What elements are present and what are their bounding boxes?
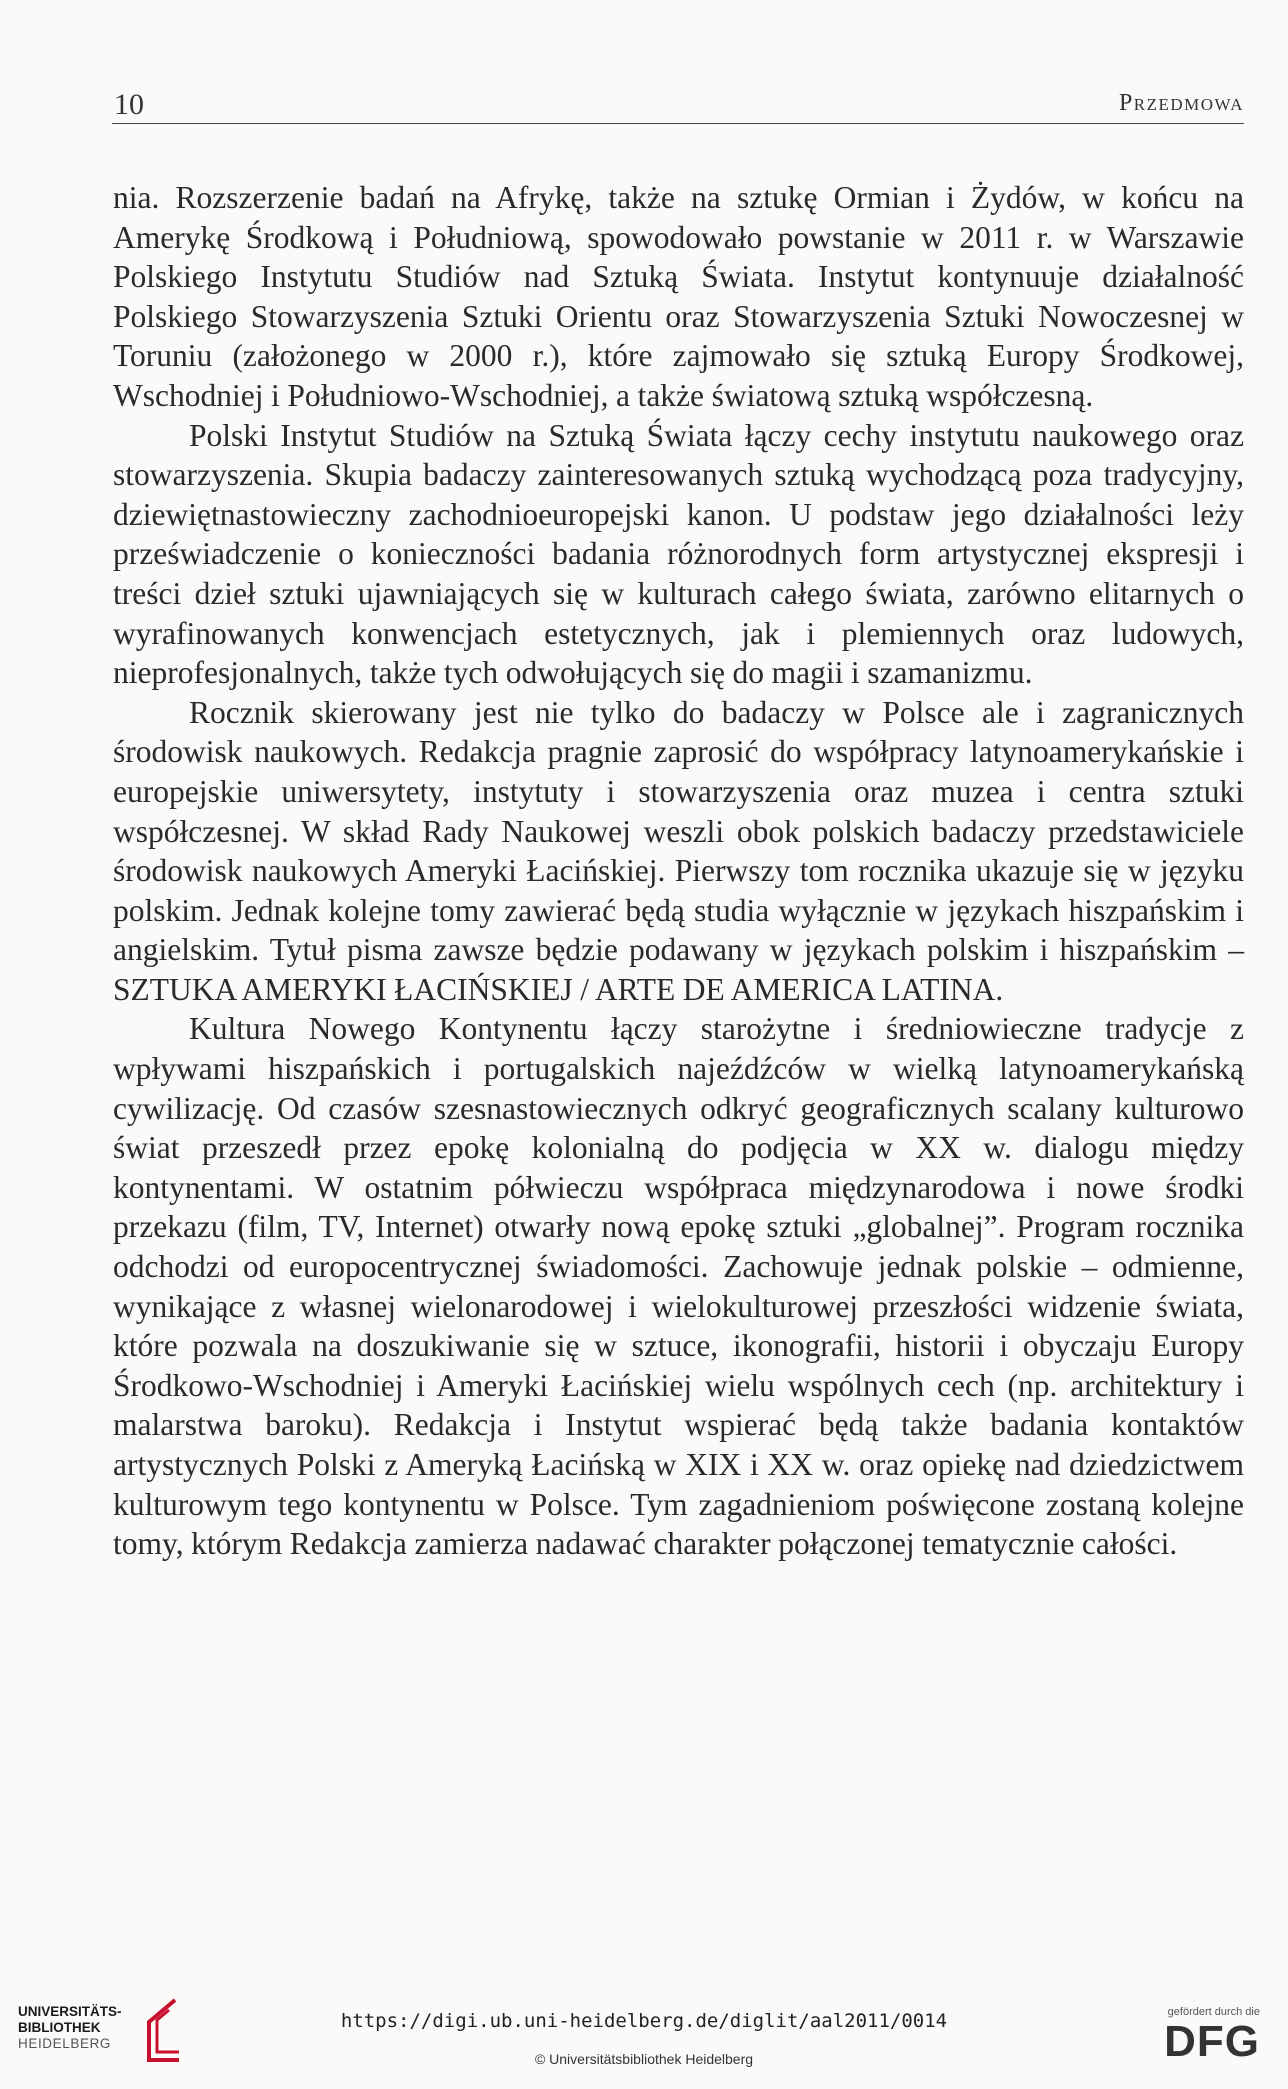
page-footer [0, 1988, 1288, 2089]
paragraph: Rocznik skierowany jest nie tylko do badaczy w Polsce ale i zagranicznych środowisk naukowych. Redakcja pragnie zaprosić do współpracy latynoamerykańskie i europejskie uniwersytety, instytuty i stowarzyszenia oraz muzea i centra sztuki współczesnej. W skład Rady Naukowej weszli obok polskich badaczy przedstawiciele środowisk naukowych Ameryki Łacińskiej. Pierwszy tom rocznika ukazuje się w języku polskim. Jednak kolejne tomy zawierać będą studia wyłącznie w językach hiszpańskim i angielskim. Tytuł pisma zawsze będzie podawany w językach polskim i hiszpańskim – SZTUKA AMERYKI ŁACIŃSKIEJ / ARTE DE AMERICA LATINA. [113, 694, 1244, 1007]
body-text [113, 178, 1244, 1564]
paragraph: Polski Instytut Studiów na Sztuką Świata łączy cechy instytutu naukowego oraz stowarzyszenia. Skupia badaczy zainteresowanych sztuką wychodzącą poza tradycyjny, dziewiętnastowieczny zachodnioeuropejski kanon. U podstaw jego działalności leży przeświadczenie o konieczności badania różnorodnych form artystycznej ekspresji i treści dzieł sztuki ujawniających się w kulturach całego świata, zarówno elitarnych o wyrafinowanych konwencjach estetycznych, jak i plemiennych oraz ludowych, nieprofesjonalnych, także tych odwołujących się do magii i szamanizmu. [113, 417, 1244, 691]
library-name-line: BIBLIOTHEK [18, 2020, 101, 2035]
page-number: 10 [114, 88, 144, 121]
dfg-logo [1164, 2006, 1260, 2064]
library-city: HEIDELBERG [18, 2036, 112, 2051]
header-rule [112, 123, 1244, 124]
library-name-line: UNIVERSITÄTS- [18, 2004, 122, 2019]
running-head: Przedmowa [1118, 90, 1244, 116]
paragraph: Kultura Nowego Kontynentu łączy starożytne i średniowieczne tradycje z wpływami hiszpańskich i portugalskich najeźdźców w wielką latynoamerykańską cywilizację. Od czasów szesnastowiecznych odkryć geograficznych scalany kulturowo świat przeszedł przez epokę kolonialną do podjęcia w XX w. dialogu między kontynentami. W ostatnim półwieczu współpraca międzynarodowa i nowe środki przekazu (film, TV, Internet) otwarły nową epokę sztuki „globalnej”. Program rocznika odchodzi od europocentrycznej świadomości. Zachowuje jednak polskie – odmienne, wynikające z własnej wielonarodowej i wielokulturowej przeszłości widzenie świata, które pozwala na doszukiwanie się w sztuce, ikonografii, historii i obyczaju Europy Środkowo-Wschodniej i Ameryki Łacińskiej wielu wspólnych cech (np. architektury i malarstwa baroku). Redakcja i Instytut wspierać będą także badania kontaktów artystycznych Polski z Ameryką Łacińską w XIX i XX w. oraz opiekę nad dziedzictwem kulturowym tego kontynentu w Polsce. Tym zagadnieniom poświęcone zostaną kolejne tomy, którym Redakcja zamierza nadawać charakter połączonej tematycznie całości. [113, 1011, 1244, 1562]
paragraph: nia. Rozszerzenie badań na Afrykę, także na sztukę Ormian i Żydów, w końcu na Amerykę Środkową i Południową, spowodowało powstanie w 2011 r. w Warszawie Polskiego Instytutu Studiów nad Sztuką Świata. Instytut kontynuuje działalność Polskiego Stowarzyszenia Sztuki Orientu oraz Stowarzyszenia Sztuki Nowoczesnej w Toruniu (założonego w 2000 r.), które zajmowało się sztuką Europy Środkowej, Wschodniej i Południowo-Wschodniej, a także światową sztuką współczesną. [113, 180, 1244, 413]
dfg-logo-text: DFG [1164, 2017, 1260, 2066]
dfg-note: gefördert durch die [1167, 2006, 1260, 2018]
footer-copyright: © Universitätsbibliothek Heidelberg [534, 2051, 754, 2067]
footer-url[interactable]: https://digi.ub.uni-heidelberg.de/diglit/aal2011/0014 [340, 2010, 948, 2032]
